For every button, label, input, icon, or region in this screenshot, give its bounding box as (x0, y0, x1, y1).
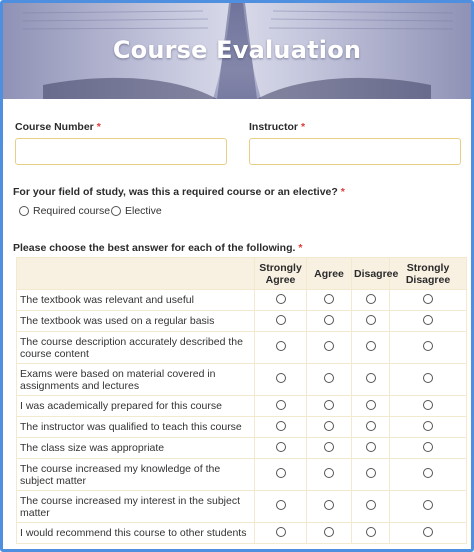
matrix-cell (352, 523, 390, 544)
rating-radio-button[interactable] (423, 400, 433, 410)
matrix-body (17, 290, 467, 544)
rating-radio-button[interactable] (324, 373, 334, 383)
matrix-cell (255, 417, 307, 438)
matrix-row-statement: The textbook was relevant and useful (17, 290, 255, 311)
rating-radio-button[interactable] (366, 442, 376, 452)
matrix-cell (255, 491, 307, 523)
rating-radio-button[interactable] (423, 315, 433, 325)
course-number-label: Course Number * (15, 121, 101, 133)
rating-radio-button[interactable] (276, 421, 286, 431)
matrix-row-statement: I was academically prepared for this course (17, 396, 255, 417)
rating-radio-button[interactable] (324, 341, 334, 351)
rating-radio-button[interactable] (366, 468, 376, 478)
matrix-question: Please choose the best answer for each of the following. * (13, 242, 303, 254)
matrix-cell (255, 523, 307, 544)
rating-radio-button[interactable] (324, 294, 334, 304)
matrix-cell (307, 311, 352, 332)
instructor-label: Instructor * (249, 121, 306, 133)
rating-radio-button[interactable] (324, 421, 334, 431)
matrix-cell (255, 311, 307, 332)
matrix-cell (390, 491, 467, 523)
matrix-cell (307, 290, 352, 311)
matrix-cell (390, 417, 467, 438)
rating-radio-button[interactable] (423, 500, 433, 510)
rating-radio-button[interactable] (366, 527, 376, 537)
matrix-corner-cell (17, 258, 255, 290)
matrix-row (17, 396, 467, 417)
matrix-row-statement: The course increased my interest in the subject matter (17, 491, 255, 523)
matrix-cell (255, 438, 307, 459)
matrix-row (17, 364, 467, 396)
matrix-cell (255, 332, 307, 364)
rating-radio-button[interactable] (324, 400, 334, 410)
rating-radio-button[interactable] (324, 500, 334, 510)
radio-required-course[interactable]: Required course (19, 205, 110, 217)
rating-radio-button[interactable] (366, 400, 376, 410)
rating-radio-button[interactable] (366, 500, 376, 510)
rating-radio-button[interactable] (324, 315, 334, 325)
matrix-cell (307, 438, 352, 459)
matrix-cell (307, 417, 352, 438)
matrix-row-statement: The instructor was qualified to teach this course (17, 417, 255, 438)
matrix-row (17, 459, 467, 491)
rating-radio-button[interactable] (423, 294, 433, 304)
matrix-row (17, 523, 467, 544)
matrix-cell (352, 459, 390, 491)
matrix-cell (352, 396, 390, 417)
rating-radio-button[interactable] (324, 442, 334, 452)
matrix-header-row (17, 258, 467, 290)
matrix-row (17, 311, 467, 332)
matrix-cell (352, 364, 390, 396)
matrix-cell (390, 311, 467, 332)
rating-radio-button[interactable] (276, 527, 286, 537)
rating-radio-button[interactable] (423, 421, 433, 431)
rating-radio-button[interactable] (276, 341, 286, 351)
rating-radio-button[interactable] (276, 468, 286, 478)
matrix-cell (255, 364, 307, 396)
matrix-row (17, 491, 467, 523)
rating-radio-button[interactable] (276, 442, 286, 452)
header-banner (3, 3, 471, 99)
matrix-cell (255, 459, 307, 491)
column-header-disagree: Disagree (352, 258, 390, 290)
column-header-strongly-agree: Strongly Agree (255, 258, 307, 290)
matrix-cell (390, 364, 467, 396)
matrix-cell (390, 438, 467, 459)
matrix-row-statement: The class size was appropriate (17, 438, 255, 459)
rating-radio-button[interactable] (366, 373, 376, 383)
matrix-row-statement: The textbook was used on a regular basis (17, 311, 255, 332)
matrix-cell (352, 290, 390, 311)
radio-elective[interactable]: Elective (111, 205, 162, 217)
rating-radio-button[interactable] (423, 442, 433, 452)
matrix-cell (352, 417, 390, 438)
matrix-cell (390, 332, 467, 364)
instructor-input[interactable] (249, 138, 461, 165)
matrix-row-statement: I would recommend this course to other students (17, 523, 255, 544)
radio-button[interactable] (111, 206, 121, 216)
rating-radio-button[interactable] (366, 341, 376, 351)
rating-radio-button[interactable] (366, 315, 376, 325)
rating-radio-button[interactable] (276, 315, 286, 325)
matrix-cell (390, 396, 467, 417)
matrix-row-statement: The course increased my knowledge of the subject matter (17, 459, 255, 491)
matrix-cell (307, 491, 352, 523)
rating-radio-button[interactable] (276, 294, 286, 304)
matrix-cell (307, 523, 352, 544)
rating-radio-button[interactable] (423, 373, 433, 383)
matrix-cell (307, 364, 352, 396)
matrix-row-statement: The course description accurately described the course content (17, 332, 255, 364)
matrix-cell (390, 523, 467, 544)
matrix-cell (390, 290, 467, 311)
rating-radio-button[interactable] (366, 294, 376, 304)
rating-radio-button[interactable] (276, 500, 286, 510)
rating-radio-button[interactable] (324, 468, 334, 478)
matrix-cell (390, 459, 467, 491)
matrix-cell (352, 311, 390, 332)
matrix-row (17, 332, 467, 364)
matrix-row (17, 438, 467, 459)
form-title: Course Evaluation (112, 36, 362, 64)
matrix-row-statement: Exams were based on material covered in assignments and lectures (17, 364, 255, 396)
rating-radio-button[interactable] (423, 527, 433, 537)
rating-radio-button[interactable] (276, 400, 286, 410)
matrix-cell (307, 396, 352, 417)
radio-button[interactable] (19, 206, 29, 216)
rating-matrix (16, 257, 467, 544)
matrix-cell (255, 396, 307, 417)
rating-radio-button[interactable] (324, 527, 334, 537)
column-header-strongly-disagree: Strongly Disagree (390, 258, 467, 290)
matrix-cell (352, 491, 390, 523)
course-number-input[interactable] (15, 138, 227, 165)
matrix-row (17, 290, 467, 311)
matrix-cell (307, 332, 352, 364)
matrix-cell (307, 459, 352, 491)
matrix-cell (352, 438, 390, 459)
rating-radio-button[interactable] (366, 421, 376, 431)
matrix-cell (352, 332, 390, 364)
course-type-question: For your field of study, was this a required course or an elective? * (13, 186, 345, 198)
rating-radio-button[interactable] (423, 468, 433, 478)
rating-radio-button[interactable] (276, 373, 286, 383)
rating-radio-button[interactable] (423, 341, 433, 351)
column-header-agree: Agree (307, 258, 352, 290)
matrix-row (17, 417, 467, 438)
course-type-options (19, 205, 319, 219)
matrix-cell (255, 290, 307, 311)
